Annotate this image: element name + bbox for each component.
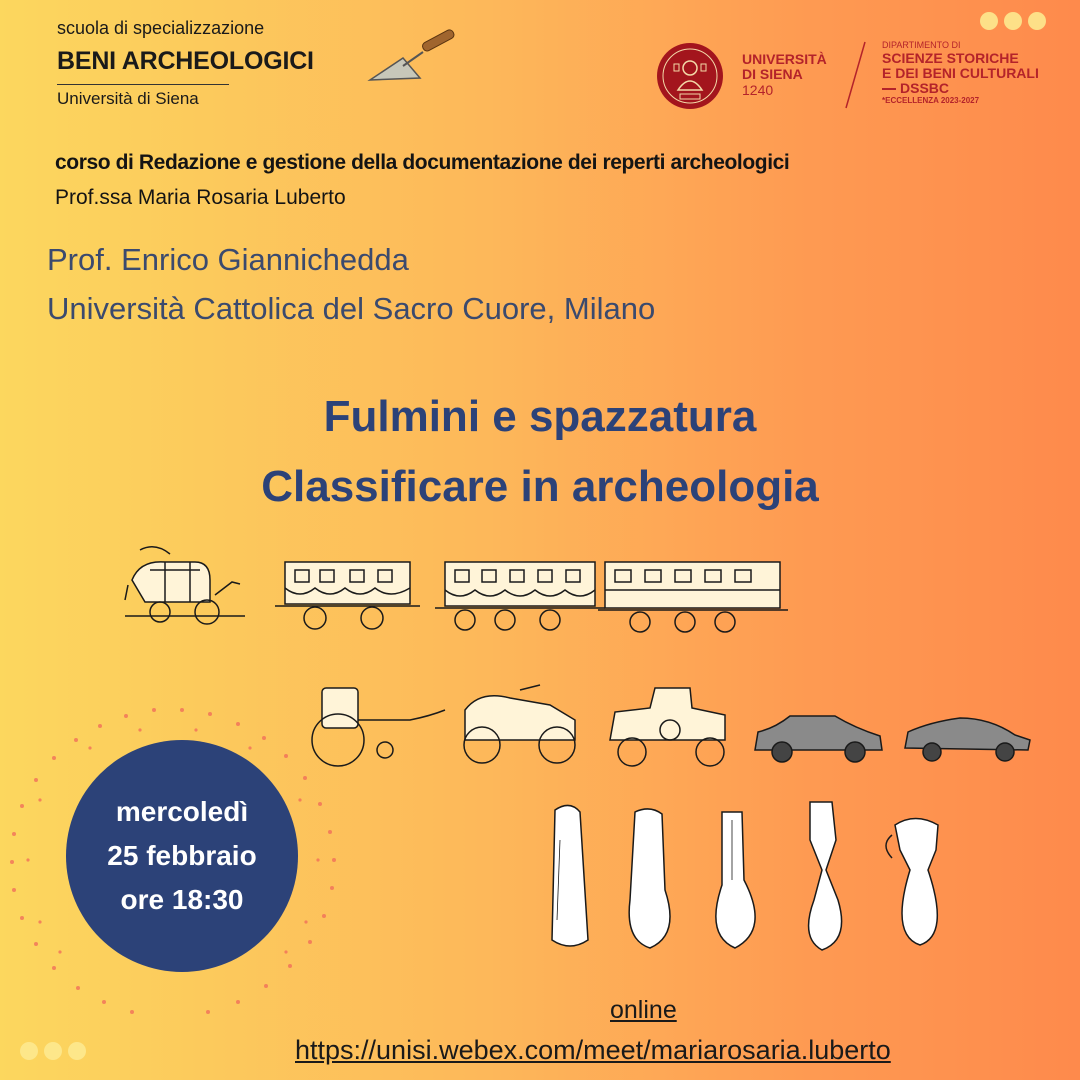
railway-carriage-1-icon [275,562,420,629]
department-abbr-text: DSSBC [900,80,950,96]
university-name-line2: DI SIENA [742,66,803,82]
early-automobile-icon [464,685,575,763]
stone-axe-icon [552,805,588,946]
classic-sedan-icon [755,716,882,762]
separator-slash [840,40,870,110]
school-name: BENI ARCHEOLOGICI [57,47,314,75]
stagecoach-icon [125,547,245,624]
university-name [742,52,827,82]
department-abbreviation [882,81,1039,96]
event-mode: online [610,996,677,1024]
department-prefix: DIPARTIMENTO DI [882,40,961,50]
dot-icon [1004,12,1022,30]
socketed-axe-icon [886,819,938,946]
event-day: mercoledì [115,796,249,827]
trowel-icon [365,28,460,88]
dot-icon [1028,12,1046,30]
flat-axe-icon [629,809,670,948]
railway-carriage-3-icon [598,562,788,632]
speaker-name: Prof. Enrico Giannichedda [47,242,409,277]
railway-carriage-2-icon [435,562,605,630]
department-name [882,51,1039,96]
school-divider [57,84,229,85]
school-university: Università di Siena [57,89,199,108]
modern-car-icon [905,718,1030,761]
university-year: 1240 [742,82,774,98]
dash-icon [882,88,896,90]
decorative-dots-top-right [980,12,1046,30]
department-excellence: *ECCELLENZA 2023-2027 [882,96,980,105]
course-title: corso di Redazione e gestione della documentazione dei reperti archeologici [55,151,790,174]
department-name-line2: E DEI BENI CULTURALI [882,65,1039,81]
speaker-affiliation: Università Cattolica del Sacro Cuore, Milano [47,291,656,326]
flanged-axe-icon [716,812,755,948]
course-professor: Prof.ssa Maria Rosaria Luberto [55,186,346,209]
palstave-axe-icon [809,802,842,950]
event-date: 25 febbraio [107,840,257,871]
dot-icon [980,12,998,30]
talk-title-line1: Fulmini e spazzatura [323,392,757,441]
event-date-badge [66,740,298,972]
meeting-link[interactable]: https://unisi.webex.com/meet/mariarosaria.luberto [295,1035,891,1065]
event-time: ore 18:30 [120,884,244,915]
university-seal-logo [656,42,724,110]
vintage-car-icon [610,688,725,766]
university-name-line1: UNIVERSITÀ [742,51,827,67]
school-prefix: scuola di specializzazione [57,18,265,38]
department-name-line1: SCIENZE STORICHE [882,50,1019,66]
talk-title-line2: Classificare in archeologia [261,462,819,511]
